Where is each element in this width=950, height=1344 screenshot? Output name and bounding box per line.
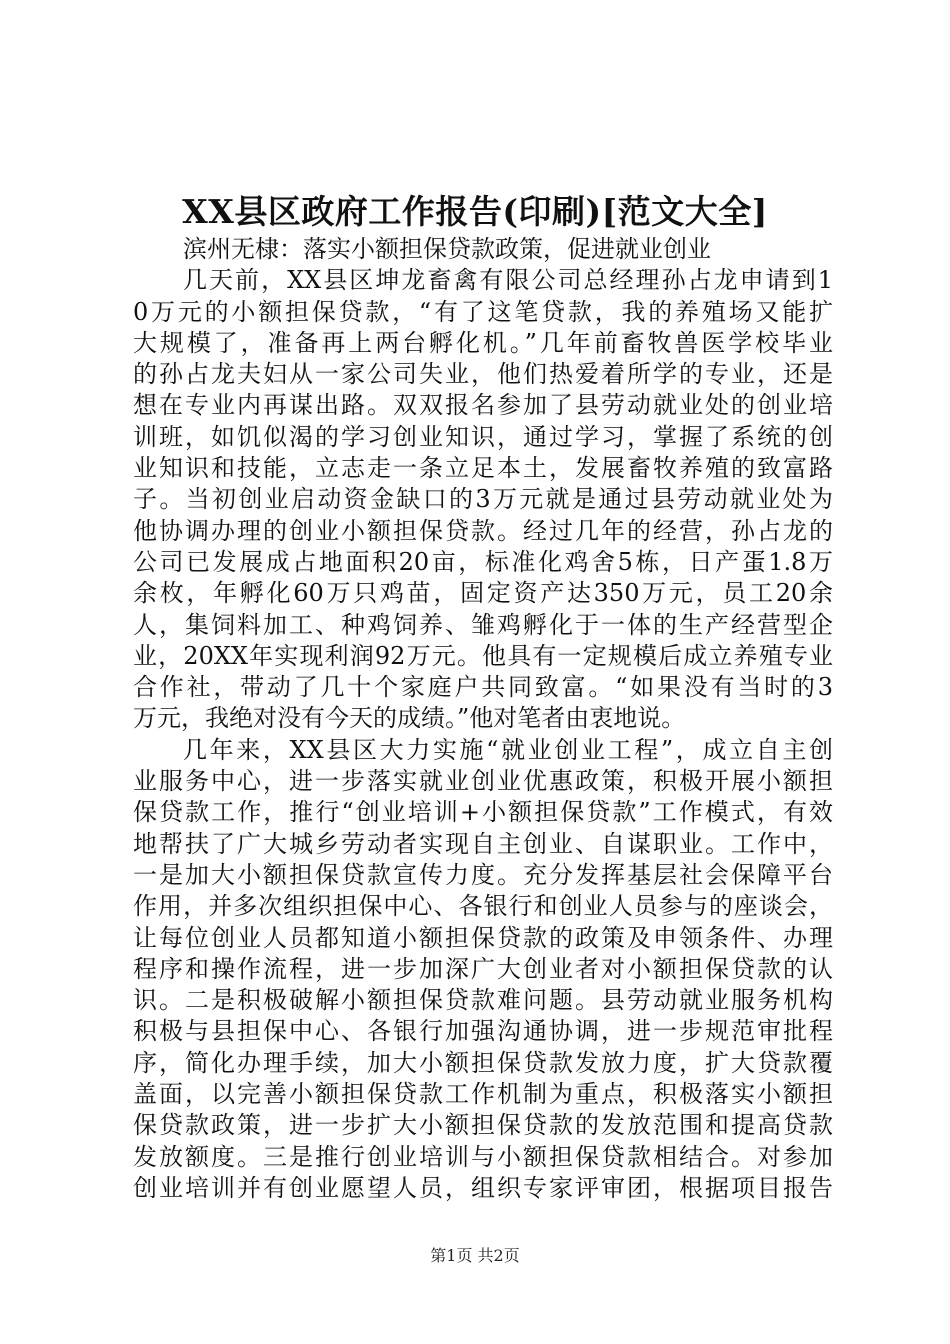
body-line: 业，20XX年实现利润92万元。他具有一定规模后成立养殖专业 [133,641,833,670]
body-line: 保贷款工作，推行“创业培训+小额担保贷款”工作模式，有效 [133,798,833,827]
document-body [133,234,833,1204]
body-line: 滨州无棣：落实小额担保贷款政策，促进就业创业 [183,235,711,263]
body-line: 一是加大小额担保贷款宣传力度。充分发挥基层社会保障平台 [133,860,833,889]
body-line: 几年来，XX县区大力实施“就业创业工程”，成立自主创 [183,735,833,764]
body-line: 大规模了，准备再上两台孵化机。”几年前畜牧兽医学校毕业 [133,328,833,357]
body-line: 让每位创业人员都知道小额担保贷款的政策及申领条件、办理 [133,923,833,952]
body-line: 他协调办理的创业小额担保贷款。经过几年的经营，孙占龙的 [133,516,833,545]
body-line: 几天前，XX县区坤龙畜禽有限公司总经理孙占龙申请到1 [183,266,833,295]
body-line: 地帮扶了广大城乡劳动者实现自主创业、自谋职业。工作中， [133,829,833,858]
body-line: 的孙占龙夫妇从一家公司失业，他们热爱着所学的专业，还是 [133,360,833,389]
body-line: 公司已发展成占地面积20亩，标准化鸡舍5栋，日产蛋1.8万 [133,547,833,576]
body-line: 作用，并多次组织担保中心、各银行和创业人员参与的座谈会， [133,892,833,921]
body-line: 训班，如饥似渴的学习创业知识，通过学习，掌握了系统的创 [133,422,833,451]
body-line: 发放额度。三是推行创业培训与小额担保贷款相结合。对参加 [133,1142,833,1171]
document-title: XX县区政府工作报告(印刷)[范文大全] [182,192,768,231]
body-line: 子。当初创业启动资金缺口的3万元就是通过县劳动就业处为 [133,485,833,514]
page-footer: 第1页 共2页 [430,1246,520,1265]
body-line: 业服务中心，进一步落实就业创业优惠政策，积极开展小额担 [133,767,833,796]
body-line: 业知识和技能，立志走一条立足本土，发展畜牧养殖的致富路 [133,454,833,483]
body-line: 人，集饲料加工、种鸡饲养、雏鸡孵化于一体的生产经营型企 [133,610,833,639]
body-line: 0万元的小额担保贷款，“有了这笔贷款，我的养殖场又能扩 [133,297,833,326]
body-line: 程序和操作流程，进一步加深广大创业者对小额担保贷款的认 [133,954,833,983]
body-line: 创业培训并有创业愿望人员，组织专家评审团，根据项目报告 [133,1173,833,1202]
body-line: 余枚，年孵化60万只鸡苗，固定资产达350万元，员工20余 [133,579,833,608]
body-line: 识。二是积极破解小额担保贷款难问题。县劳动就业服务机构 [133,986,833,1015]
body-line: 保贷款政策，进一步扩大小额担保贷款的发放范围和提高贷款 [133,1111,833,1140]
body-line: 盖面，以完善小额担保贷款工作机制为重点，积极落实小额担 [133,1080,833,1109]
body-line: 序，简化办理手续，加大小额担保贷款发放力度，扩大贷款覆 [133,1048,833,1077]
body-line: 想在专业内再谋出路。双双报名参加了县劳动就业处的创业培 [133,391,833,420]
body-line: 积极与县担保中心、各银行加强沟通协调，进一步规范审批程 [133,1017,833,1046]
body-line: 万元，我绝对没有今天的成绩。”他对笔者由衷地说。 [133,704,686,733]
body-line: 合作社，带动了几十个家庭户共同致富。“如果没有当时的3 [133,673,833,702]
